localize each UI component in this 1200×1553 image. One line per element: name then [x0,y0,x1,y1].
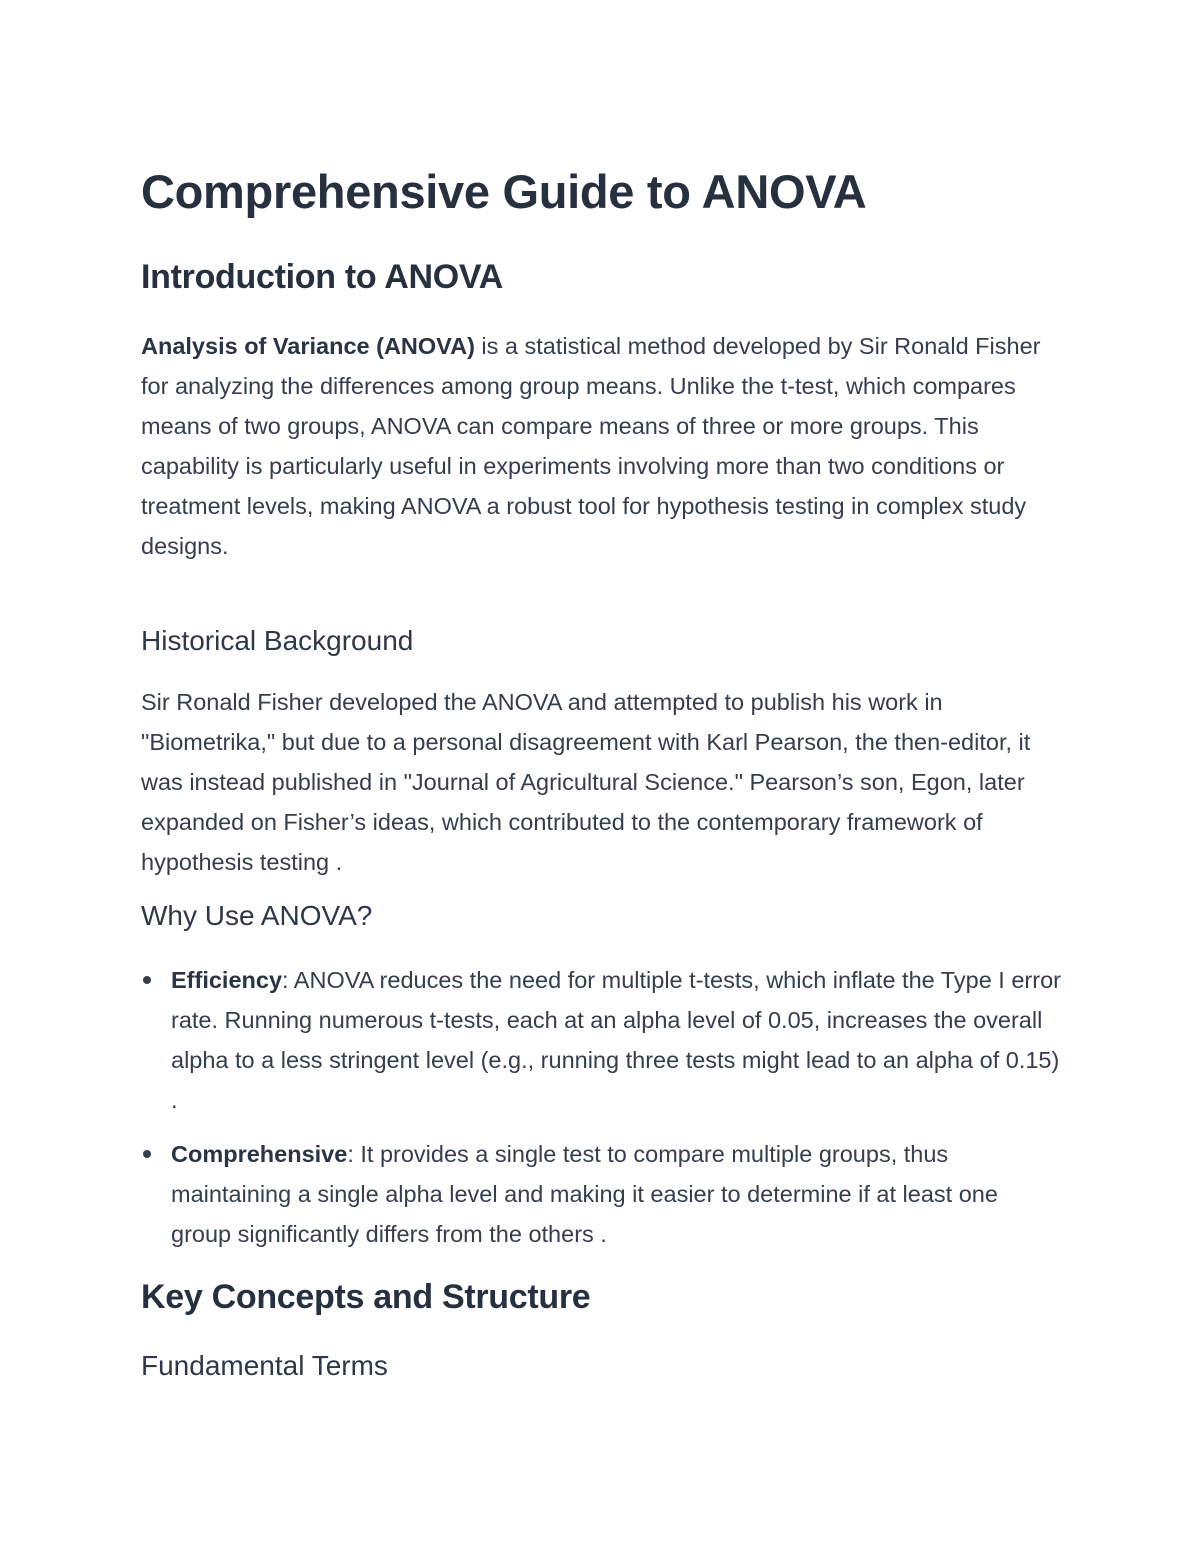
list-item-efficiency [141,960,1061,1120]
document-title: Comprehensive Guide to ANOVA [141,165,867,218]
subsection-heading-fundamental-terms: Fundamental Terms [141,1350,388,1381]
list-item-comprehensive [141,1134,1061,1254]
introduction-bold-lead: Analysis of Variance (ANOVA) [141,333,475,359]
bullet-term: Efficiency [171,967,283,993]
introduction-text: is a statistical method developed by Sir Ronald Fisher for analyzing the differences among group means. Unlike the t-test, which compares means of two groups, ANOVA can compare means of three or more groups. This capability is particularly useful in experiments involving more than two conditions or treatment levels, making ANOVA a robust tool for hypothesis testing in complex study designs. [141,333,1041,559]
section-heading-introduction: Introduction to ANOVA [141,258,503,296]
introduction-paragraph [141,326,1059,566]
bullet-text: : It provides a single test to compare multiple groups, thus maintaining a single alpha level and making it easier to determine if at least one group significantly differs from the others . [171,1141,998,1247]
section-heading-key-concepts: Key Concepts and Structure [141,1278,591,1316]
bullet-text: : ANOVA reduces the need for multiple t-tests, which inflate the Type I error rate. Running numerous t-tests, each at an alpha level of 0.05, increases the overall alpha to a less stringent level (e.g., running three tests might lead to an alpha of 0.15) . [171,967,1061,1113]
why-use-anova-list [141,960,1061,1268]
bullet-icon [143,1150,151,1158]
bullet-term: Comprehensive [171,1141,348,1167]
subsection-heading-historical-background: Historical Background [141,625,414,656]
historical-background-paragraph: Sir Ronald Fisher developed the ANOVA and attempted to publish his work in "Biometrika," but due to a personal disagreement with Karl Pearson, the then-editor, it was instead published in "Journal of Agricultural Science." Pearson’s son, Egon, later expanded on Fisher’s ideas, which contributed to the contemporary framework of hypothesis testing . [141,689,1031,875]
bullet-icon [143,976,151,984]
subsection-heading-why-use-anova: Why Use ANOVA? [141,900,373,931]
